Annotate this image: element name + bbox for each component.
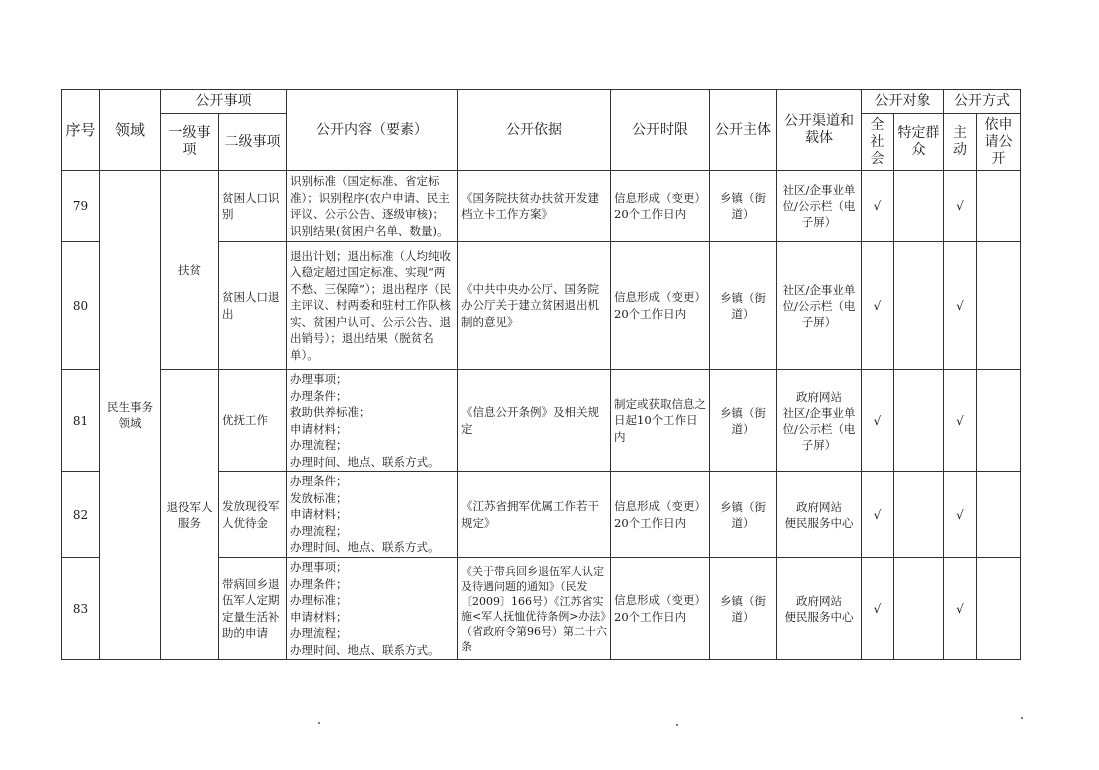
header-aud-specific: 特定群众	[894, 114, 944, 171]
table-row	[62, 370, 1021, 472]
row-active: √	[944, 370, 977, 472]
row-active: √	[944, 558, 977, 660]
row-subject: 乡镇（街道）	[710, 242, 777, 370]
row-aud-specific	[894, 171, 944, 242]
row-content: 办理事项； 办理条件； 救助供养标准； 申请材料； 办理流程； 办理时间、地点、联系方式。	[287, 370, 458, 472]
row-number: 80	[62, 242, 100, 370]
row-number: 79	[62, 171, 100, 242]
header-level1: 一级事项	[161, 114, 219, 171]
row-item: 发放现役军人优待金	[219, 472, 287, 558]
row-basis: 《江苏省拥军优属工作若干规定》	[458, 472, 611, 558]
header-method-request: 依申请公开	[977, 114, 1021, 171]
header-method-active: 主动	[944, 114, 977, 171]
row-aud-specific	[894, 242, 944, 370]
row-request	[977, 171, 1021, 242]
header-basis: 公开依据	[458, 90, 611, 171]
row-channel: 政府网站 社区/企事业单位/公示栏（电子屏）	[777, 370, 862, 472]
row-basis: 《信息公开条例》及相关规定	[458, 370, 611, 472]
scan-speck	[318, 722, 320, 724]
header-content: 公开内容（要素）	[287, 90, 458, 171]
row-channel: 政府网站 便民服务中心	[777, 472, 862, 558]
row-subject: 乡镇（街道）	[710, 171, 777, 242]
row-aud-all: √	[862, 472, 894, 558]
row-aud-all: √	[862, 558, 894, 660]
row-active: √	[944, 242, 977, 370]
row-basis: 《中共中央办公厅、国务院办公厅关于建立贫困退出机制的意见》	[458, 242, 611, 370]
row-channel: 社区/企事业单位/公示栏（电子屏）	[777, 171, 862, 242]
row-time: 信息形成（变更）20个工作日内	[611, 242, 710, 370]
row-number: 83	[62, 558, 100, 660]
scan-speck	[676, 724, 678, 726]
row-aud-specific	[894, 558, 944, 660]
row-time: 信息形成（变更）20个工作日内	[611, 171, 710, 242]
row-subject: 乡镇（街道）	[710, 472, 777, 558]
row-content: 识别标准（国定标准、省定标准）；识别程序(农户申请、民主评议、公示公告、逐级审核)；识别结果(贫困户名单、数量)。	[287, 171, 458, 242]
row-content: 办理条件； 发放标准； 申请材料； 办理流程； 办理时间、地点、联系方式。	[287, 472, 458, 558]
row-channel: 政府网站 便民服务中心	[777, 558, 862, 660]
group-poverty: 扶贫	[161, 171, 219, 370]
row-time: 制定或获取信息之日起10个工作日内	[611, 370, 710, 472]
row-number: 81	[62, 370, 100, 472]
row-item: 带病回乡退伍军人定期定量生活补助的申请	[219, 558, 287, 660]
row-basis: 《关于带兵回乡退伍军人认定及待遇问题的通知》（民发〔2009〕166号）《江苏省实施<军人抚恤优待条例>办法》（省政府令第96号）第二十六条	[458, 558, 611, 660]
row-number: 82	[62, 472, 100, 558]
disclosure-table	[61, 89, 1021, 660]
header-audience-group: 公开对象	[862, 90, 944, 114]
header-subject: 公开主体	[710, 90, 777, 171]
table-row	[62, 171, 1021, 242]
row-active: √	[944, 472, 977, 558]
row-content: 办理事项； 办理条件； 办理标准； 申请材料； 办理流程； 办理时间、地点、联系方式。	[287, 558, 458, 660]
header-time: 公开时限	[611, 90, 710, 171]
header-items-group: 公开事项	[161, 90, 287, 114]
row-request	[977, 472, 1021, 558]
row-basis: 《国务院扶贫办扶贫开发建档立卡工作方案》	[458, 171, 611, 242]
header-aud-all: 全社会	[862, 114, 894, 171]
row-time: 信息形成（变更）20个工作日内	[611, 472, 710, 558]
row-request	[977, 558, 1021, 660]
field-name: 民生事务领域	[100, 171, 161, 660]
group-veterans: 退役军人服务	[161, 370, 219, 660]
row-item: 优抚工作	[219, 370, 287, 472]
row-aud-all: √	[862, 370, 894, 472]
row-aud-specific	[894, 472, 944, 558]
row-aud-all: √	[862, 171, 894, 242]
row-item: 贫困人口识别	[219, 171, 287, 242]
row-aud-all: √	[862, 242, 894, 370]
row-channel: 社区/企事业单位/公示栏（电子屏）	[777, 242, 862, 370]
scan-speck	[1021, 717, 1023, 719]
row-subject: 乡镇（街道）	[710, 370, 777, 472]
header-field: 领域	[100, 90, 161, 171]
row-active: √	[944, 171, 977, 242]
row-content: 退出计划；退出标准（人均纯收入稳定超过国定标准、实现“两不愁、三保障”）；退出程序（民主评议、村两委和驻村工作队核实、贫困户认可、公示公告、退出销号）；退出结果（脱贫名单）。	[287, 242, 458, 370]
header-level2: 二级事项	[219, 114, 287, 171]
header-channel: 公开渠道和载体	[777, 90, 862, 171]
row-aud-specific	[894, 370, 944, 472]
row-item: 贫困人口退出	[219, 242, 287, 370]
row-subject: 乡镇（街道）	[710, 558, 777, 660]
row-time: 信息形成（变更）20个工作日内	[611, 558, 710, 660]
row-request	[977, 370, 1021, 472]
row-request	[977, 242, 1021, 370]
header-method-group: 公开方式	[944, 90, 1021, 114]
header-seq: 序号	[62, 90, 100, 171]
